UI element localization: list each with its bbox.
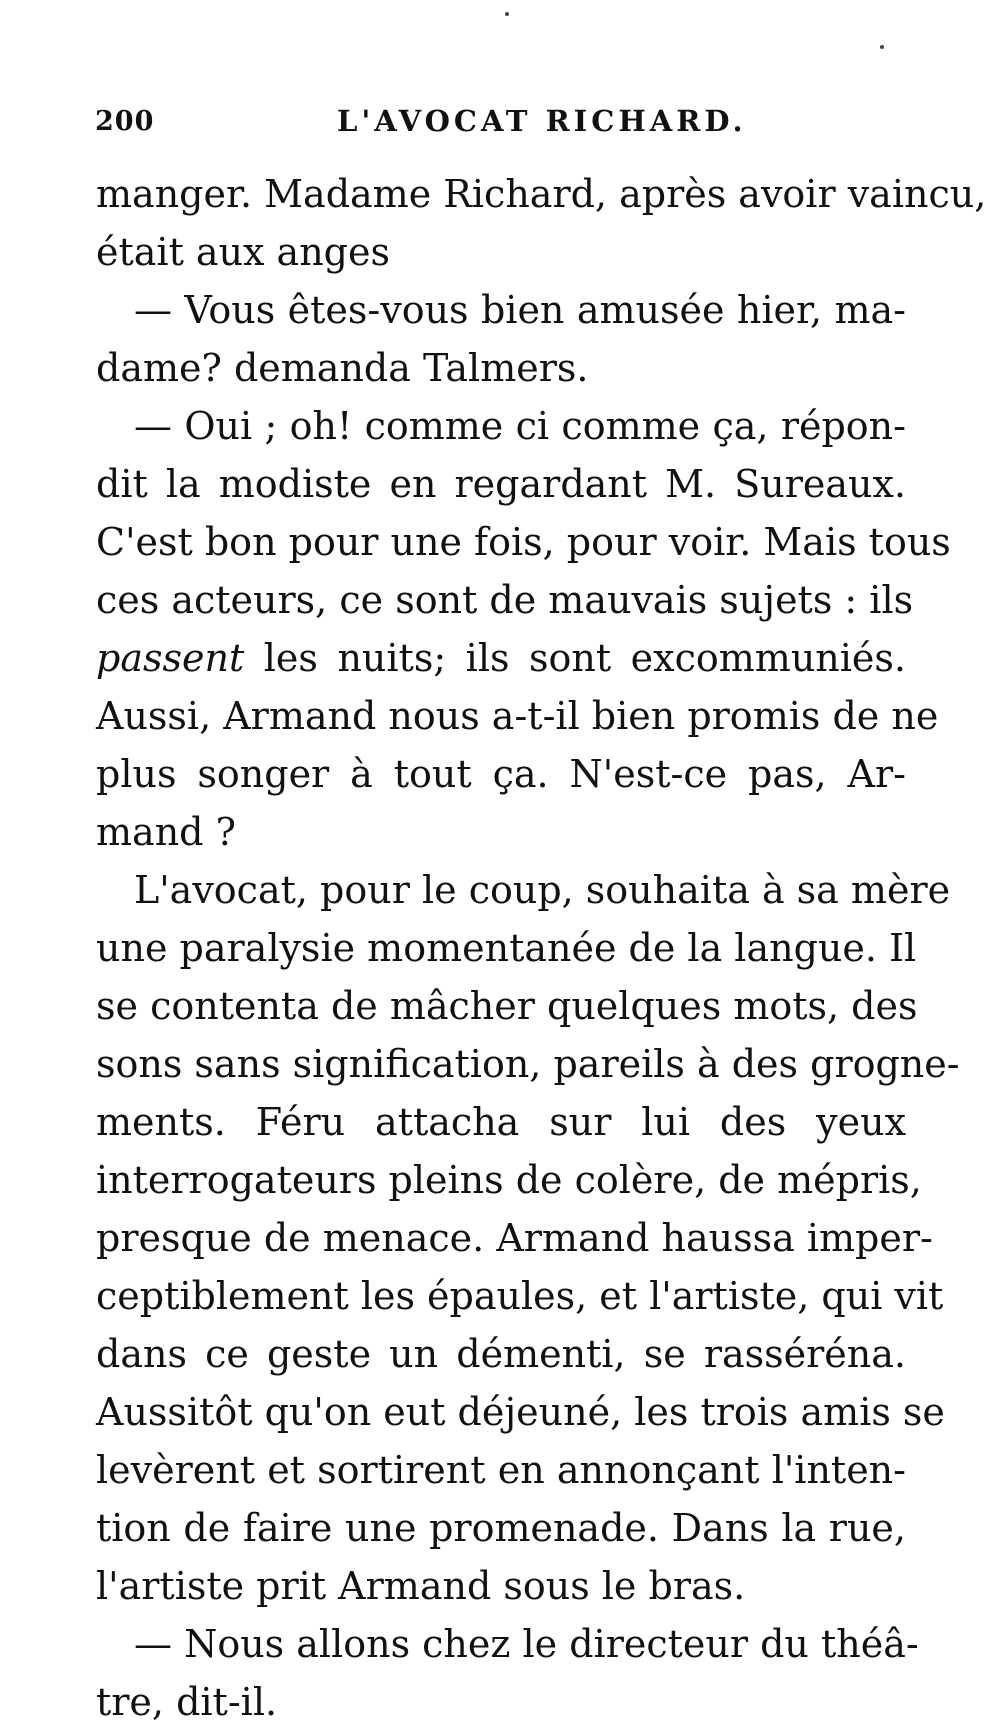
text-line: dame? demanda Talmers. [96, 346, 589, 390]
text-line: tion de faire une promenade. Dans la rue, [96, 1506, 906, 1550]
text-line: interrogateurs pleins de colère, de mépris, [96, 1158, 922, 1202]
text-line: ces acteurs, ce sont de mauvais sujets : ils [96, 578, 914, 622]
body-text [96, 165, 987, 1731]
text-line: une paralysie momentanée de la langue. Il [96, 926, 917, 970]
text-line: C'est bon pour une fois, pour voir. Mais tous [96, 520, 951, 564]
text-line: dans ce geste un démenti, se rasséréna. [96, 1332, 906, 1376]
text-line: — Vous êtes-vous bien amusée hier, ma- [134, 288, 906, 332]
text-line: tre, dit-il. [96, 1680, 278, 1724]
text-line: dit la modiste en regardant M. Sureaux. [96, 462, 906, 506]
text-line-rest: les nuits; ils sont excommuniés. [263, 636, 906, 680]
text-line: L'avocat, pour le coup, souhaita à sa mère [134, 868, 951, 912]
running-title: L'AVOCAT RICHARD. [337, 104, 747, 138]
text-line: presque de menace. Armand haussa imper- [96, 1216, 933, 1260]
text-line: plus songer à tout ça. N'est-ce pas, Ar- [96, 752, 906, 796]
text-line: était aux anges [96, 230, 390, 274]
text-line: ments. Féru attacha sur lui des yeux [96, 1100, 906, 1144]
text-line: sons sans signification, pareils à des grogne- [96, 1042, 960, 1086]
text-line: ceptiblement les épaules, et l'artiste, qui vit [96, 1274, 944, 1318]
print-speck [880, 45, 884, 49]
emphasized-word: passent [96, 636, 245, 680]
text-line: l'artiste prit Armand sous le bras. [96, 1564, 746, 1608]
text-line: — Nous allons chez le directeur du théâ- [134, 1622, 919, 1666]
text-line-with-emphasis [96, 629, 906, 687]
text-line: Aussi, Armand nous a-t-il bien promis de ne [96, 694, 939, 738]
text-line: mand ? [96, 810, 236, 854]
text-line: Aussitôt qu'on eut déjeuné, les trois amis se [96, 1390, 945, 1434]
print-speck [505, 12, 509, 16]
text-line: se contenta de mâcher quelques mots, des [96, 984, 918, 1028]
text-line: levèrent et sortirent en annonçant l'inten- [96, 1448, 906, 1492]
page-number: 200 [95, 106, 155, 137]
running-head [95, 98, 815, 148]
text-line: — Oui ; oh! comme ci comme ça, répon- [134, 404, 906, 448]
text-line: manger. Madame Richard, après avoir vaincu, [96, 172, 987, 216]
